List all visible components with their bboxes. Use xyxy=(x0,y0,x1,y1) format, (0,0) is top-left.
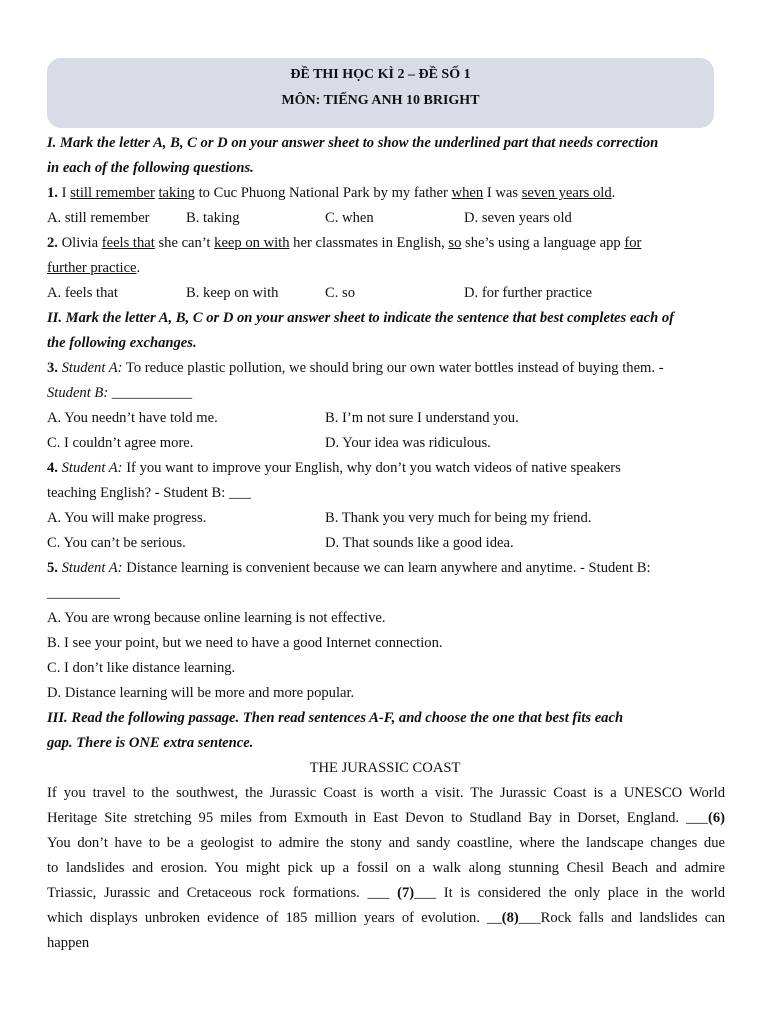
underlined-d: for xyxy=(624,235,642,251)
passage-line: Triassic, Jurassic and Cretaceous rock formations. ___ (7)___ It is considered the only place in the world xyxy=(47,885,725,901)
question-4-cont: teaching English? - Student B: ___ xyxy=(47,485,251,501)
gap-8: (8) xyxy=(501,910,519,926)
underlined-b: taking xyxy=(158,185,195,201)
exam-subject: MÔN: TIẾNG ANH 10 BRIGHT xyxy=(281,93,480,108)
option-b[interactable]: B. I see your point, but we need to have a good Internet connection. xyxy=(47,635,443,651)
option-d[interactable]: D. That sounds like a good idea. xyxy=(325,535,514,551)
gap-6: (6) xyxy=(707,810,725,826)
gap-7: (7) xyxy=(397,885,415,901)
question-number: 1. xyxy=(47,185,58,201)
option-c[interactable]: C. when xyxy=(325,210,374,226)
option-d[interactable]: D. Your idea was ridiculous. xyxy=(325,435,491,451)
question-number: 4. xyxy=(47,460,58,476)
passage-line: happen xyxy=(47,935,90,951)
option-c[interactable]: C. so xyxy=(325,285,356,301)
question-number: 2. xyxy=(47,235,58,251)
question-2-cont: further practice. xyxy=(47,260,141,276)
question-number: 3. xyxy=(47,360,58,376)
underlined-a: feels that xyxy=(101,235,155,251)
option-d[interactable]: D. for further practice xyxy=(464,285,593,301)
question-4-options-row-2 xyxy=(47,531,727,556)
question-3-speaker-b: Student B: ___________ xyxy=(47,385,193,401)
passage-line: You don’t have to be a geologist to admire the stony and sandy coastline, where the landscape changes due xyxy=(47,835,725,851)
underlined-c: when xyxy=(451,185,484,201)
exam-title: ĐỀ THI HỌC KÌ 2 – ĐỀ SỐ 1 xyxy=(290,67,471,82)
passage-line: If you travel to the southwest, the Jurassic Coast is worth a visit. The Jurassic Coast is a UNESCO World xyxy=(47,785,725,801)
question-3-options-row-2 xyxy=(47,431,727,456)
passage-line: to landslides and erosion. You might pick up a fossil on a walk along stunning Chesil Beach and admire xyxy=(47,860,725,876)
underlined-a: still remember xyxy=(70,185,155,201)
option-c[interactable]: C. You can’t be serious. xyxy=(47,535,186,551)
question-4-options-row-1 xyxy=(47,506,727,531)
section-2-instruction: II. Mark the letter A, B, C or D on your answer sheet to indicate the sentence that best completes each of xyxy=(47,310,674,326)
question-1: 1. I still remember taking to Cuc Phuong National Park by my father when I was seven years old. xyxy=(47,185,616,201)
underlined-d: seven years old xyxy=(521,185,612,201)
option-b[interactable]: B. Thank you very much for being my friend. xyxy=(325,510,592,526)
option-b[interactable]: B. taking xyxy=(186,210,240,226)
section-1-instruction-cont: in each of the following questions. xyxy=(47,160,254,176)
passage-line: which displays unbroken evidence of 185 million years of evolution. __(8)___Rock falls and landslides can xyxy=(47,910,725,926)
question-4: 4. Student A: If you want to improve your English, why don’t you watch videos of native speakers xyxy=(47,460,621,476)
question-5: 5. Student A: Distance learning is convenient because we can learn anywhere and anytime. - Student B: xyxy=(47,560,651,576)
question-number: 5. xyxy=(47,560,58,576)
speaker-a: Student A: xyxy=(61,360,123,376)
option-a[interactable]: A. You needn’t have told me. xyxy=(47,410,218,426)
section-3-instruction: III. Read the following passage. Then read sentences A-F, and choose the one that best fits each xyxy=(47,710,624,726)
option-a[interactable]: A. You will make progress. xyxy=(47,510,207,526)
passage-title: THE JURASSIC COAST xyxy=(309,760,461,776)
option-a[interactable]: A. still remember xyxy=(47,210,150,226)
question-1-options xyxy=(47,206,727,231)
option-d[interactable]: D. Distance learning will be more and more popular. xyxy=(47,685,355,701)
section-2-instruction-cont: the following exchanges. xyxy=(47,335,197,351)
question-3-options-row-1 xyxy=(47,406,727,431)
question-2-options xyxy=(47,281,727,306)
question-2: 2. Olivia feels that she can’t keep on with her classmates in English, so she’s using a language app for xyxy=(47,235,642,251)
option-c[interactable]: C. I don’t like distance learning. xyxy=(47,660,236,676)
underlined-d-cont: further practice xyxy=(47,260,137,276)
exam-content xyxy=(47,131,727,956)
option-d[interactable]: D. seven years old xyxy=(464,210,572,226)
exam-header xyxy=(47,58,714,128)
question-3: 3. Student A: To reduce plastic pollution, we should bring our own water bottles instead of buying them. - xyxy=(47,360,664,376)
underlined-c: so xyxy=(448,235,462,251)
option-c[interactable]: C. I couldn’t agree more. xyxy=(47,435,194,451)
speaker-a: Student A: xyxy=(61,460,123,476)
underlined-b: keep on with xyxy=(214,235,290,251)
section-3-instruction-cont: gap. There is ONE extra sentence. xyxy=(47,735,254,751)
option-b[interactable]: B. I’m not sure I understand you. xyxy=(325,410,519,426)
question-5-blank: __________ xyxy=(47,585,120,601)
option-b[interactable]: B. keep on with xyxy=(186,285,279,301)
section-1-instruction: I. Mark the letter A, B, C or D on your answer sheet to show the underlined part that needs correction xyxy=(47,135,659,151)
speaker-a: Student A: xyxy=(61,560,123,576)
option-a[interactable]: A. You are wrong because online learning is not effective. xyxy=(47,610,386,626)
option-a[interactable]: A. feels that xyxy=(47,285,118,301)
passage-line: Heritage Site stretching 95 miles from Exmouth in East Devon to Studland Bay in Dorset, England. ___(6) xyxy=(47,810,725,826)
